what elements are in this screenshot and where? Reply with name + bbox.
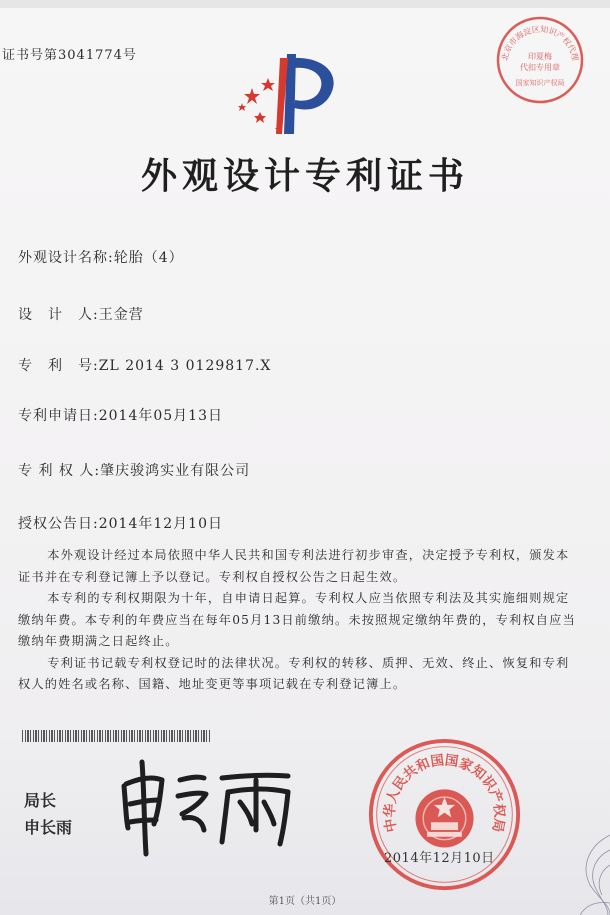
guilloche-pattern-icon [550, 815, 610, 915]
design-name-value: 轮胎（4） [113, 250, 184, 266]
grant-date-value: 2014年12月10日 [98, 516, 223, 532]
patent-number-field [18, 355, 271, 375]
patent-number-label: 专 利 号: [18, 358, 99, 374]
handwritten-signature [118, 758, 308, 858]
filing-date-value: 2014年05月13日 [98, 408, 223, 424]
small-stamp-line-2: 代扣专用章 [520, 63, 560, 72]
small-stamp-line-1: 印夏梅 [528, 52, 552, 61]
page-number: 第1页（共1页） [268, 896, 342, 907]
small-stamp-arc-text: 北京市海淀区知识产权代理 [500, 24, 580, 62]
agent-stamp [495, 15, 585, 105]
design-name-label: 外观设计名称: [18, 250, 114, 266]
body-paragraph-1: 本外观设计经过本局依照中华人民共和国专利法进行初步审查，决定授予专利权，颁发本证书并在专利登记簿上予以登记。专利权自授权公告之日起生效。 [18, 548, 570, 584]
barcode [22, 730, 210, 742]
grant-date-field [18, 513, 223, 533]
page-title: 外观设计专利证书 [140, 155, 469, 197]
patentee-label: 专 利 权 人: [18, 463, 101, 479]
small-stamp-line-3: 国家知识产权局 [515, 79, 565, 87]
signatory-role: 局长 [24, 791, 57, 810]
patent-number-value: ZL 2014 3 0129817.X [98, 358, 272, 374]
cnipa-logo-icon [232, 48, 342, 138]
big-seal-text: 中华人民共和国国家知识产权局 [381, 752, 508, 834]
top-strip [0, 0, 610, 8]
filing-date-label: 专利申请日: [18, 408, 99, 424]
designer-field [18, 304, 144, 324]
patentee-field [18, 460, 250, 480]
official-seal-large [367, 737, 522, 892]
body-paragraph-2: 本专利的专利权期限为十年，自申请日起算。专利权人应当依照专利法及其实施细则规定缴纳年费。本专利的年费应当在每年05月13日前缴纳。未按照规定缴纳年费的，专利权自应当缴纳年费期满之日起终止。 [18, 591, 576, 648]
filing-date-field [18, 405, 223, 425]
signatory-name: 申长雨 [24, 818, 73, 837]
patentee-value: 肇庆骏鸿实业有限公司 [100, 463, 251, 479]
design-name-field [18, 247, 184, 267]
body-paragraph-3: 专利证书记载专利权登记时的法律状况。专利权的转移、质押、无效、终止、恢复和专利权人的姓名或名称、国籍、地址变更等事项记载在专利登记簿上。 [18, 655, 570, 691]
issue-date: 2014年12月10日 [384, 851, 495, 866]
designer-value: 王金营 [98, 307, 144, 323]
certificate-body [18, 545, 578, 696]
certificate-number: 证书号第3041774号 [2, 48, 137, 63]
designer-label: 设 计 人: [18, 307, 99, 323]
grant-date-label: 授权公告日: [18, 516, 99, 532]
